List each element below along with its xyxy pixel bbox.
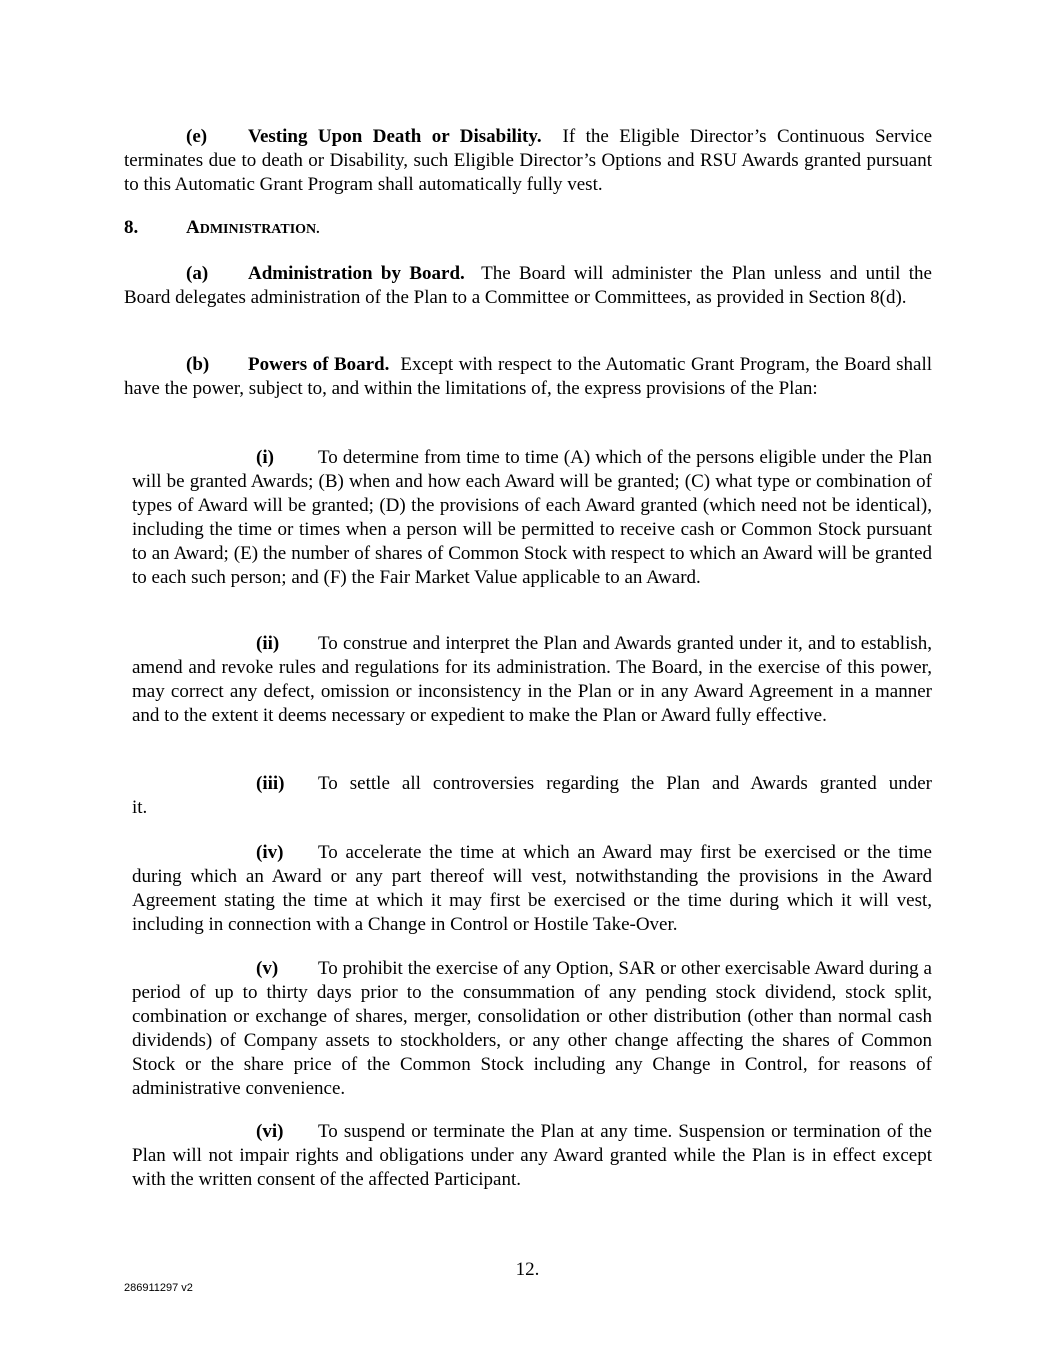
section-8-heading-rest: DMINISTRATION. bbox=[199, 222, 320, 237]
item-vi-paragraph bbox=[132, 1120, 932, 1192]
item-v-paragraph bbox=[132, 957, 932, 1101]
item-v-label: (v) bbox=[256, 958, 279, 979]
item-iii-continuation: it. bbox=[132, 797, 148, 818]
section-8a-label: (a) bbox=[186, 263, 209, 284]
item-i-paragraph bbox=[132, 446, 932, 590]
section-8b-paragraph bbox=[124, 353, 932, 401]
page-number: 12. bbox=[515, 1259, 540, 1280]
item-i-text: To determine from time to time (A) which of the persons eligible under the Plan will be granted Awards; (B) when and how each Award will be granted; (C) what type or combination of types of Award will be granted; (D) the provisions of each Award granted (which need not be identical), including the time or times when a person will be permitted to receive cash or Common Stock pursuant to an Award; (E) the number of shares of Common Stock with respect to which an Award will be granted to each such person; and (F) the Fair Market Value applicable to an Award. bbox=[132, 447, 932, 588]
item-iv-text: To accelerate the time at which an Award may first be exercised or the time during which an Award or any part thereof will vest, notwithstanding the provisions in the Award Agreement stating the time at which it may first be exercised or the time during which it will vest, including in connection with a Change in Control or Hostile Take-Over. bbox=[132, 842, 932, 935]
section-8-heading bbox=[124, 216, 320, 242]
item-i-label: (i) bbox=[256, 447, 274, 468]
item-vi-text: To suspend or terminate the Plan at any time. Suspension or termination of the Plan will not impair rights and obligations under any Award granted while the Plan is in effect except with the written consent of the affected Participant. bbox=[132, 1121, 932, 1190]
section-8b-label: (b) bbox=[186, 354, 210, 375]
section-8-heading-first: A bbox=[186, 217, 200, 238]
item-ii-label: (ii) bbox=[256, 633, 280, 654]
item-v-text: To prohibit the exercise of any Option, SAR or other exercisable Award during a period of up to thirty days prior to the consummation of any pending stock dividend, stock split, combination or exchange of shares, merger, consolidation or other distribution (other than normal cash dividends) of Company assets to stockholders, or any other change affecting the shares of Common Stock or the share price of the Common Stock including any Change in Control, for reasons of administrative convenience. bbox=[132, 958, 932, 1099]
section-8-number: 8. bbox=[124, 217, 139, 238]
section-8a-title: Administration by Board. bbox=[248, 263, 465, 284]
item-ii-paragraph bbox=[132, 632, 932, 728]
item-ii-text: To construe and interpret the Plan and Awards granted under it, and to establish, amend and revoke rules and regulations for its administration. The Board, in the exercise of this power, may correct any defect, omission or inconsistency in the Plan or in any Award Agreement in a manner and to the extent it deems necessary or expedient to make the Plan or Award fully effective. bbox=[132, 633, 932, 726]
section-8b-title: Powers of Board. bbox=[248, 354, 390, 375]
item-vi-label: (vi) bbox=[256, 1121, 284, 1142]
section-8a-text: The Board will administer the Plan unless and until the Board delegates administration of the Plan to a Committee or Committees, as provided in Section 8(d). bbox=[124, 263, 932, 308]
item-iii-paragraph bbox=[132, 772, 932, 796]
item-iv-paragraph bbox=[132, 841, 932, 937]
section-8b-text: Except with respect to the Automatic Grant Program, the Board shall have the power, subject to, and within the limitations of, the express provisions of the Plan: bbox=[124, 354, 932, 399]
item-iii-label: (iii) bbox=[256, 773, 285, 794]
section-8a-paragraph bbox=[124, 262, 932, 310]
document-id: 286911297 v2 bbox=[124, 1282, 193, 1294]
section-7e-title: Vesting Upon Death or Disability. bbox=[248, 126, 542, 147]
section-7e-label: (e) bbox=[186, 126, 208, 147]
item-iii-text: To settle all controversies regarding the Plan and Awards granted under bbox=[318, 773, 932, 794]
item-iv-label: (iv) bbox=[256, 842, 284, 863]
section-7e-paragraph bbox=[124, 125, 932, 197]
section-7e-text: If the Eligible Director’s Continuous Service terminates due to death or Disability, such Eligible Director’s Options and RSU Awards granted pursuant to this Automatic Grant Program shall automatically fully vest. bbox=[124, 126, 933, 195]
